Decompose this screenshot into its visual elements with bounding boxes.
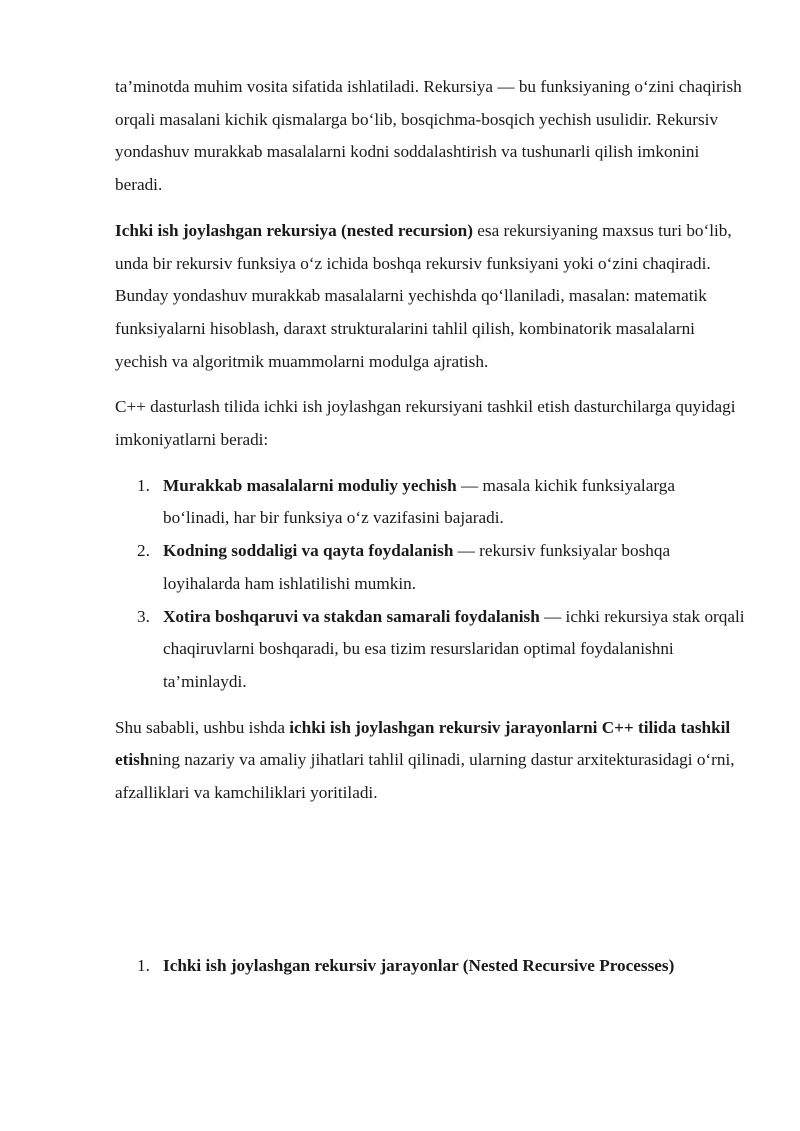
list-item-title: Kodning soddaligi va qayta foydalanish — [163, 541, 454, 561]
list-item-title: Murakkab masalalarni moduliy yechish — [163, 475, 457, 495]
intro-paragraph — [115, 71, 745, 202]
cpp-text: C++ dasturlash tilida ichki ish joylashgan rekursiyani tashkil etish dasturchilarga quyidagi imkoniyatlarni beradi: — [115, 397, 736, 450]
conclusion-paragraph — [115, 712, 745, 810]
list-item-title: Xotira boshqaruvi va stakdan samarali foydalanish — [163, 606, 540, 626]
list-item — [115, 535, 745, 600]
nested-recursion-text: esa rekursiyaning maxsus turi bo‘lib, unda bir rekursiv funksiya o‘z ichida boshqa rekursiv funksiyani yoki o‘zini chaqiradi. Bunday yondashuv murakkab masalalarni yechishda qo‘llaniladi, masalan: matematik funksiyalarni hisoblash, daraxt strukturalarini tahlil qilish, kombinatorik masalalarni yechish va algoritmik muammolarni modulga ajratish. — [115, 220, 732, 371]
section-title: Ichki ish joylashgan rekursiv jarayonlar (Nested Recursive Processes) — [163, 956, 675, 975]
nested-recursion-term: Ichki ish joylashgan rekursiya (nested recursion) — [115, 220, 473, 240]
section-heading — [115, 950, 755, 983]
list-item-text: — rekursiv funksiyalar boshqa loyihalarda ham ishlatilishi mumkin. — [163, 541, 671, 593]
conclusion-term: ichki ish joylashgan rekursiv jarayonlarni C++ tilida tashkil etish — [115, 717, 731, 770]
document-body — [115, 71, 745, 810]
features-list — [115, 470, 745, 699]
list-item-number: 3. — [137, 606, 150, 626]
conclusion-start: Shu sababli, ushbu ishda — [115, 717, 290, 737]
intro-text: ta’minotda muhim vosita sifatida ishlatiladi. Rekursiya — bu funksiyaning o‘zini chaqirish orqali masalani kichik qismalarga bo‘lib, bosqichma-bosqich yechish usulidir. Rekursiv yondashuv murakkab masalalarni kodni soddalashtirish va tushunarli qilish imkonini beradi. — [115, 77, 742, 195]
list-item — [115, 601, 745, 699]
section-number: 1. — [137, 956, 150, 975]
list-item-number: 2. — [137, 541, 150, 561]
list-item-text: — ichki rekursiya stak orqali chaqiruvlarni boshqaradi, bu esa tizim resurslaridan optimal foydalanishni ta’minlaydi. — [163, 606, 745, 691]
conclusion-text: ning nazariy va amaliy jihatlari tahlil qilinadi, ularning dastur arxitekturasidagi o‘rni, afzalliklari va kamchiliklari yoritiladi. — [115, 750, 735, 803]
list-item-text: — masala kichik funksiyalarga bo‘linadi, har bir funksiya o‘z vazifasini bajaradi. — [163, 475, 675, 528]
list-item — [115, 470, 745, 535]
cpp-paragraph — [115, 391, 745, 456]
nested-recursion-paragraph — [115, 215, 745, 379]
list-item-number: 1. — [137, 475, 150, 495]
